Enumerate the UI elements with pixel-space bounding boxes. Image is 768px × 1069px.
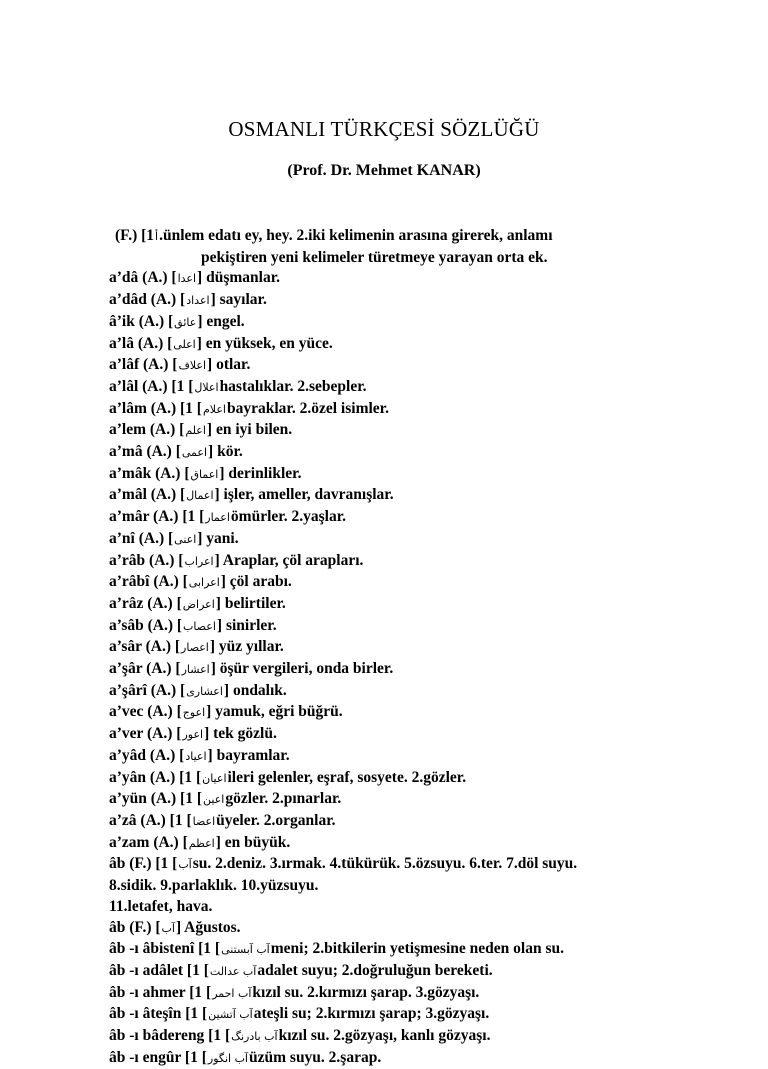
dictionary-entry: [109, 833, 669, 855]
dictionary-entry: [109, 811, 669, 833]
entry-definition: ] sayılar.: [210, 291, 267, 309]
entry-definition: ateşli su; 2.kırmızı şarap; 3.gözyaşı.: [253, 1005, 490, 1023]
dictionary-entry: [109, 939, 669, 961]
dictionary-entry: [109, 789, 669, 811]
entry-arabic-script: اعيان: [202, 771, 227, 785]
entry-definition-continuation: pekiştiren yeni kelimeler türetmeye yarayan orta ek.: [201, 248, 548, 266]
entry-headword: a’zam (A.) [: [109, 833, 188, 851]
entry-definition: ] öşür vergileri, onda birler.: [210, 660, 394, 678]
entry-definition: kızıl su. 2.gözyaşı, kanlı gözyaşı.: [278, 1027, 491, 1045]
dictionary-entry: [109, 1004, 669, 1026]
entry-arabic-script: آب آبستنى: [221, 943, 270, 957]
entry-headword: a’lâm (A.) [1 [: [109, 399, 202, 417]
dictionary-entry: [109, 1048, 669, 1069]
entry-headword: a’mâk (A.) [: [109, 464, 190, 482]
dictionary-entry: [109, 746, 669, 768]
dictionary-entry: [109, 334, 669, 356]
entry-definition: ] düşmanlar.: [197, 269, 281, 287]
entry-definition: ] kör.: [208, 443, 243, 461]
entry-headword: a’râb (A.) [: [109, 551, 184, 569]
entry-headword: a’râbî (A.) [: [109, 573, 188, 591]
entry-headword: âb -ı âteşîn [1 [: [109, 1005, 208, 1023]
dictionary-entry: [109, 290, 669, 312]
entry-definition: ] Ağustos.: [175, 918, 241, 936]
entry-headword: a’mâ (A.) [: [109, 443, 181, 461]
dictionary-entry: [109, 485, 669, 507]
entry-headword: âb -ı engûr [1 [: [109, 1048, 207, 1066]
dictionary-entry: [109, 268, 669, 290]
dictionary-entry: [109, 355, 669, 377]
dictionary-entry: [109, 529, 669, 551]
entry-definition: ] bayramlar.: [207, 746, 290, 764]
dictionary-entry: [109, 854, 669, 876]
entry-arabic-script: آب عدالت: [209, 964, 257, 978]
entry-definition: hastalıklar. 2.sebepler.: [219, 377, 367, 395]
entry-definition: ] tek gözlü.: [204, 725, 277, 743]
entry-arabic-script: اعدا: [177, 272, 197, 286]
entry-headword: a’vec (A.) [: [109, 703, 182, 721]
entry-arabic-script: آب احمر: [212, 986, 252, 1000]
entry-headword: âb -ı adâlet [1 [: [109, 961, 209, 979]
entry-arabic-script: اعراض: [182, 597, 215, 611]
entry-arabic-script: اعظم: [188, 836, 215, 850]
dictionary-entry: [109, 1026, 669, 1048]
entry-arabic-script: اعين: [203, 793, 225, 807]
entry-definition: gözler. 2.pınarlar.: [225, 790, 342, 808]
entry-arabic-script: آب انگور: [207, 1051, 248, 1065]
dictionary-entry: [109, 551, 669, 573]
entry-definition-continuation: 8.sidik. 9.parlaklık. 10.yüzsuyu.: [109, 877, 319, 895]
entry-definition: ] otlar.: [207, 356, 251, 374]
entry-arabic-script: اعور: [182, 728, 204, 742]
dictionary-entry: [109, 702, 669, 724]
entry-headword: âb -ı âbistenî [1 [: [109, 940, 221, 958]
dictionary-entry: [109, 983, 669, 1005]
entry-headword: (F.) [1: [115, 227, 155, 244]
document-title: OSMANLI TÜRKÇESİ SÖZLÜĞÜ: [228, 117, 540, 141]
entry-arabic-script: اعلال: [194, 380, 219, 394]
entry-arabic-script: اعمال: [186, 489, 214, 503]
entry-definition: ] sinirler.: [216, 616, 277, 634]
entry-definition: su. 2.deniz. 3.ırmak. 4.tükürük. 5.özsuyu. 6.ter. 7.döl suyu.: [192, 855, 578, 873]
entry-definition: ] yüz yıllar.: [209, 638, 284, 656]
dictionary-entry: [109, 312, 669, 334]
dictionary-entry: [109, 420, 669, 442]
dictionary-entry: [109, 507, 669, 529]
entry-headword: a’dâ (A.) [: [109, 269, 177, 287]
entry-headword: a’ver (A.) [: [109, 725, 182, 743]
entry-definition: ] en büyük.: [215, 833, 291, 851]
entry-definition: ileri gelenler, eşraf, sosyete. 2.gözler.: [227, 768, 467, 786]
dictionary-entry: [109, 464, 669, 486]
entry-arabic-script: اعداد: [186, 294, 210, 308]
entry-definition-continuation: 11.letafet, hava.: [109, 897, 213, 915]
dictionary-entry: [109, 594, 669, 616]
entry-arabic-script: آب: [161, 921, 175, 935]
dictionary-entry: [109, 399, 669, 421]
entry-arabic-script: اعلم: [185, 424, 206, 438]
dictionary-entry: [109, 961, 669, 983]
entry-definition: ] işler, ameller, davranışlar.: [214, 486, 394, 504]
entry-arabic-script: اعماق: [190, 467, 219, 481]
entry-headword: a’şârî (A.) [: [109, 681, 186, 699]
document-author: (Prof. Dr. Mehmet KANAR): [287, 162, 481, 179]
dictionary-entry: [109, 572, 669, 594]
entry-arabic-script: آب آتشين: [208, 1008, 253, 1022]
entry-arabic-script: اعرابى: [188, 576, 220, 590]
entry-arabic-script: اعلى: [173, 337, 196, 351]
entry-headword: a’dâd (A.) [: [109, 291, 186, 309]
dictionary-entries: [109, 226, 669, 1069]
entry-definition: ] belirtiler.: [215, 594, 286, 612]
entry-arabic-script: اعشار: [181, 663, 210, 677]
dictionary-entry: [109, 659, 669, 681]
entry-definition: ] ondalık.: [223, 681, 287, 699]
entry-headword: a’lâl (A.) [1 [: [109, 377, 194, 395]
entry-definition: .ünlem edatı ey, hey. 2.iki kelimenin arasına girerek, anlamı: [159, 227, 553, 244]
entry-headword: âb -ı bâdereng [1 [: [109, 1027, 231, 1045]
entry-arabic-script: اعمار: [205, 511, 230, 525]
entry-definition: üzüm suyu. 2.şarap.: [249, 1048, 382, 1066]
entry-definition: ] en yüksek, en yüce.: [196, 334, 333, 352]
entry-definition: adalet suyu; 2.doğruluğun bereketi.: [257, 961, 493, 979]
entry-headword: a’yân (A.) [1 [: [109, 768, 202, 786]
dictionary-entry: [109, 637, 669, 659]
entry-arabic-script: اعلام: [202, 402, 226, 416]
entry-arabic-script: أ: [155, 230, 159, 243]
entry-definition: ] Araplar, çöl arapları.: [214, 551, 364, 569]
entry-headword: a’lâf (A.) [: [109, 356, 178, 374]
entry-arabic-script: اعوج: [182, 706, 206, 720]
entry-arabic-script: اعصاب: [183, 619, 216, 633]
entry-headword: a’mâr (A.) [1 [: [109, 508, 205, 526]
entry-definition: ömürler. 2.yaşlar.: [230, 508, 347, 526]
entry-arabic-script: اعياد: [185, 749, 207, 763]
entry-headword: a’lem (A.) [: [109, 421, 185, 439]
entry-headword: a’şâr (A.) [: [109, 660, 181, 678]
entry-arabic-script: آب: [178, 858, 192, 872]
entry-arabic-script: اعمى: [181, 446, 208, 460]
entry-headword: âb (F.) [: [109, 918, 161, 936]
entry-headword: a’mâl (A.) [: [109, 486, 186, 504]
dictionary-entry: [109, 616, 669, 638]
entry-arabic-script: اعشارى: [186, 684, 223, 698]
entry-definition: ] çöl arabı.: [220, 573, 292, 591]
dictionary-entry: [109, 918, 669, 940]
dictionary-entry: [109, 681, 669, 703]
dictionary-entry: [109, 768, 669, 790]
entry-arabic-script: عائق: [174, 315, 197, 329]
entry-definition: ] yamuk, eğri büğrü.: [206, 703, 343, 721]
entry-headword: a’yâd (A.) [: [109, 746, 185, 764]
entry-definition: ] en iyi bilen.: [206, 421, 293, 439]
entry-headword: a’nî (A.) [: [109, 529, 174, 547]
dictionary-entry: [109, 226, 669, 248]
entry-arabic-script: اعنى: [174, 532, 197, 546]
entry-headword: a’sâb (A.) [: [109, 616, 183, 634]
entry-headword: a’yün (A.) [1 [: [109, 790, 202, 808]
dictionary-entry: [109, 724, 669, 746]
entry-definition: bayraklar. 2.özel isimler.: [226, 399, 390, 417]
entry-arabic-script: اعراب: [184, 554, 214, 568]
entry-headword: â’ik (A.) [: [109, 312, 174, 330]
entry-definition: ] derinlikler.: [219, 464, 302, 482]
entry-headword: a’lâ (A.) [: [109, 334, 173, 352]
entry-headword: a’râz (A.) [: [109, 594, 182, 612]
entry-headword: a’sâr (A.) [: [109, 638, 181, 656]
entry-definition: ] engel.: [197, 312, 245, 330]
entry-headword: a’zâ (A.) [1 [: [109, 811, 192, 829]
entry-arabic-script: اعصار: [181, 641, 209, 655]
entry-definition: üyeler. 2.organlar.: [216, 811, 336, 829]
entry-definition: meni; 2.bitkilerin yetişmesine neden olan su.: [270, 940, 564, 958]
entry-definition: ] yani.: [197, 529, 239, 547]
entry-headword: âb (F.) [1 [: [109, 855, 178, 873]
entry-arabic-script: آب بادرنگ: [231, 1030, 278, 1044]
entry-definition: kızıl su. 2.kırmızı şarap. 3.gözyaşı.: [252, 983, 480, 1001]
dictionary-entry: [109, 377, 669, 399]
entry-arabic-script: اعضا: [192, 814, 216, 828]
entry-headword: âb -ı ahmer [1 [: [109, 983, 212, 1001]
dictionary-entry: [109, 442, 669, 464]
entry-arabic-script: اعلاف: [178, 359, 207, 373]
